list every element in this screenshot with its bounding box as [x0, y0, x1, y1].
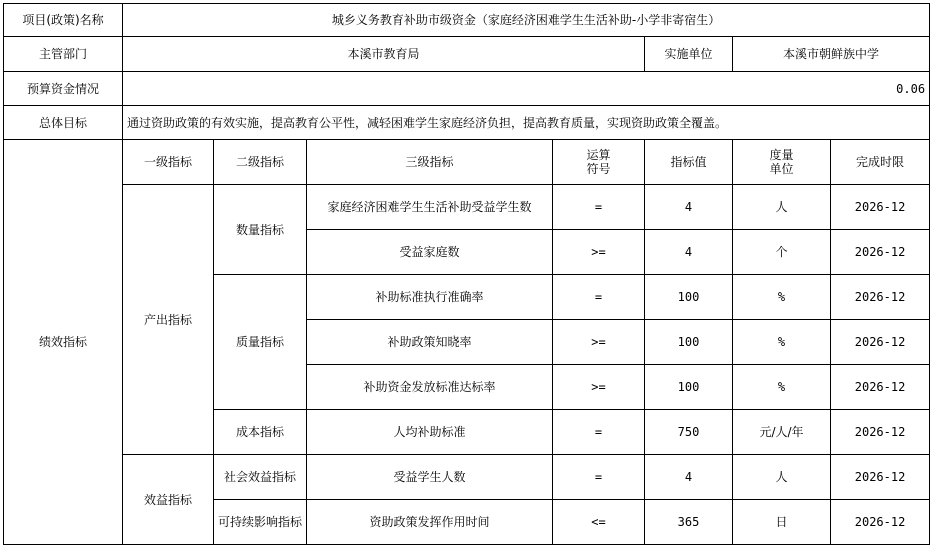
indicator-operator: =	[553, 185, 645, 230]
implementing-unit-label: 实施单位	[645, 37, 733, 72]
social-benefit-indicators-label: 社会效益指标	[214, 455, 307, 500]
indicator-name: 资助政策发挥作用时间	[307, 500, 553, 545]
indicator-operator: =	[553, 455, 645, 500]
department-row	[4, 37, 930, 72]
indicator-operator: =	[553, 275, 645, 320]
indicator-unit: 日	[733, 500, 831, 545]
indicator-deadline: 2026-12	[831, 320, 930, 365]
sustainable-impact-indicators-label: 可持续影响指标	[214, 500, 307, 545]
indicator-deadline: 2026-12	[831, 185, 930, 230]
indicator-deadline: 2026-12	[831, 230, 930, 275]
budget-value: 0.06	[123, 72, 930, 106]
indicator-name: 补助标准执行准确率	[307, 275, 553, 320]
project-name-label: 项目(政策)名称	[4, 4, 123, 37]
indicator-value: 100	[645, 275, 733, 320]
indicator-unit: 人	[733, 185, 831, 230]
implementing-unit-value: 本溪市朝鲜族中学	[733, 37, 930, 72]
indicator-unit: 元/人/年	[733, 410, 831, 455]
project-name-value: 城乡义务教育补助市级资金（家庭经济困难学生生活补助-小学非寄宿生）	[123, 4, 930, 37]
unit-header-line2: 单位	[769, 162, 794, 176]
value-header: 指标值	[645, 140, 733, 185]
indicator-value: 100	[645, 365, 733, 410]
level3-header: 三级指标	[307, 140, 553, 185]
deadline-header: 完成时限	[831, 140, 930, 185]
indicator-name: 补助资金发放标准达标率	[307, 365, 553, 410]
indicator-value: 750	[645, 410, 733, 455]
department-label: 主管部门	[4, 37, 123, 72]
indicator-name: 受益家庭数	[307, 230, 553, 275]
budget-row	[4, 72, 930, 106]
indicator-operator: >=	[553, 230, 645, 275]
indicator-deadline: 2026-12	[831, 500, 930, 545]
indicator-value: 100	[645, 320, 733, 365]
operator-header	[553, 140, 645, 185]
level1-header: 一级指标	[123, 140, 214, 185]
benefit-indicators-label: 效益指标	[123, 455, 214, 545]
level2-header: 二级指标	[214, 140, 307, 185]
indicator-deadline: 2026-12	[831, 455, 930, 500]
indicator-operator: >=	[553, 320, 645, 365]
indicator-name: 人均补助标准	[307, 410, 553, 455]
output-indicators-label: 产出指标	[123, 185, 214, 455]
table-row	[4, 455, 930, 500]
performance-target-table	[3, 3, 930, 545]
indicator-value: 4	[645, 185, 733, 230]
indicator-value: 4	[645, 230, 733, 275]
indicator-name: 受益学生人数	[307, 455, 553, 500]
quantity-indicators-label: 数量指标	[214, 185, 307, 275]
table-row	[4, 185, 930, 230]
indicator-unit: %	[733, 365, 831, 410]
indicator-name: 补助政策知晓率	[307, 320, 553, 365]
cost-indicators-label: 成本指标	[214, 410, 307, 455]
department-value: 本溪市教育局	[123, 37, 645, 72]
indicator-header-row	[4, 140, 930, 185]
operator-header-line2: 符号	[586, 162, 611, 176]
overall-goal-label: 总体目标	[4, 106, 123, 140]
indicator-deadline: 2026-12	[831, 410, 930, 455]
indicator-operator: <=	[553, 500, 645, 545]
indicator-unit: %	[733, 275, 831, 320]
overall-goal-value: 通过资助政策的有效实施，提高教育公平性，减轻困难学生家庭经济负担，提高教育质量，实现资助政策全覆盖。	[123, 106, 930, 140]
indicator-value: 365	[645, 500, 733, 545]
indicator-unit: 人	[733, 455, 831, 500]
operator-header-line1: 运算	[586, 148, 611, 162]
performance-indicators-label: 绩效指标	[4, 140, 123, 545]
quality-indicators-label: 质量指标	[214, 275, 307, 410]
unit-header-line1: 度量	[769, 148, 794, 162]
project-name-row	[4, 4, 930, 37]
indicator-unit: %	[733, 320, 831, 365]
indicator-name: 家庭经济困难学生生活补助受益学生数	[307, 185, 553, 230]
indicator-operator: =	[553, 410, 645, 455]
indicator-value: 4	[645, 455, 733, 500]
indicator-unit: 个	[733, 230, 831, 275]
indicator-operator: >=	[553, 365, 645, 410]
budget-label: 预算资金情况	[4, 72, 123, 106]
indicator-deadline: 2026-12	[831, 275, 930, 320]
indicator-deadline: 2026-12	[831, 365, 930, 410]
overall-goal-row	[4, 106, 930, 140]
unit-header	[733, 140, 831, 185]
